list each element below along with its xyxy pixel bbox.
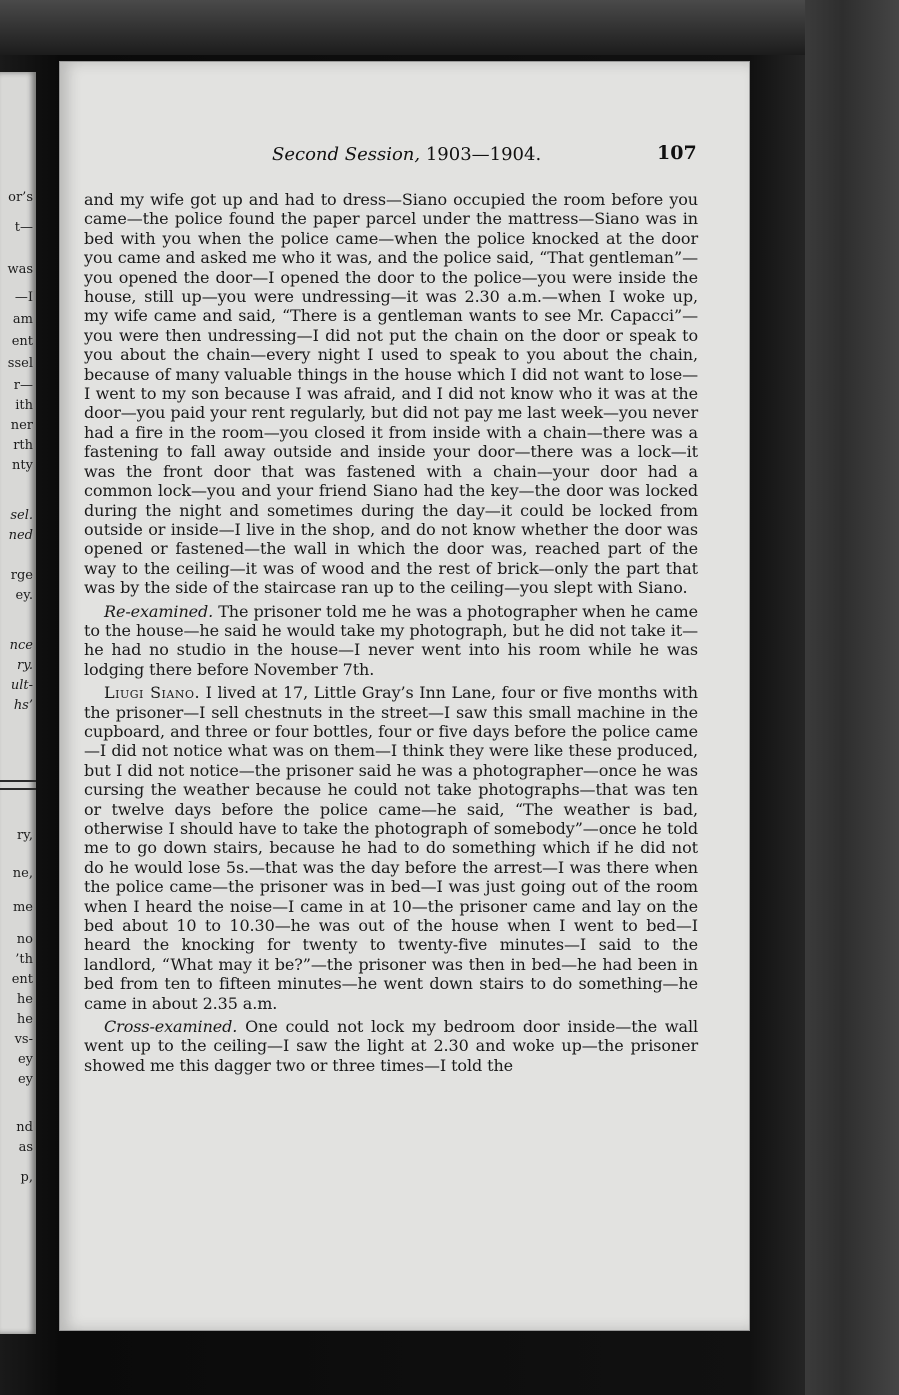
adjacent-page-fragment: ’th <box>15 952 33 967</box>
adjacent-page-edge <box>0 72 36 1334</box>
adjacent-page-fragment: or’s <box>8 190 33 205</box>
adjacent-page-fragment: ne, <box>12 866 33 881</box>
adjacent-page-fragment: vs- <box>14 1032 33 1047</box>
adjacent-page-fragment: nce <box>9 638 33 653</box>
witness-name: Liugi Siano. <box>104 683 201 703</box>
right-margin-strip <box>805 0 899 1395</box>
adjacent-page-fragment: ry, <box>17 828 33 843</box>
adjacent-page-fragment: was <box>7 262 33 277</box>
adjacent-page-fragment: r— <box>13 378 33 393</box>
adjacent-page-fragment: nd <box>16 1120 33 1135</box>
adjacent-page-fragment: am <box>12 312 33 327</box>
adjacent-page-fragment: t— <box>14 220 33 235</box>
paragraph-witness-siano <box>84 683 698 1013</box>
adjacent-page-rule <box>0 780 36 782</box>
adjacent-page-fragment: ey <box>17 1072 33 1087</box>
session-years: 1903—1904. <box>425 144 542 165</box>
adjacent-page-fragment: ned <box>8 528 33 543</box>
running-head <box>272 144 541 165</box>
session-title: Second Session, <box>272 144 421 165</box>
paragraph-text: One could not lock my bedroom door inside—the wall went up to the ceiling—I saw the light at 2.30 and woke up—the prisoner showed me this dagger two or three times—I told the <box>84 1017 698 1075</box>
adjacent-page-fragment: ry. <box>17 658 33 673</box>
adjacent-page-fragment: ner <box>10 418 33 433</box>
adjacent-page-fragment: he <box>16 992 33 1007</box>
adjacent-page-rule <box>0 788 36 790</box>
paragraph-continuation <box>84 190 698 598</box>
top-shadow-band <box>0 0 899 55</box>
adjacent-page-fragment: ith <box>15 398 33 413</box>
adjacent-page-fragment: p, <box>20 1170 33 1185</box>
adjacent-page-fragment: rge <box>10 568 33 583</box>
adjacent-page-fragment: no <box>16 932 33 947</box>
running-header <box>60 144 749 174</box>
adjacent-page-fragment: ent <box>11 972 33 987</box>
adjacent-page-fragment: nty <box>12 458 33 473</box>
paragraph-text: and my wife got up and had to dress—Siano occupied the room before you came—the police found the paper parcel under the mattress—Siano was in bed with you when the police came—when the police knocked at the door you came and asked me who it was, and the police said, “That gentleman”—you opened the door—I opened the door to the police—you were inside the house, still up—you were undressing—it was 2.30 a.m.—when I woke up, my wife came and said, “There is a gentleman wants to see Mr. Capacci”—you were then undressing—I did not put the chain on the door or speak to you about the chain—every night I used to speak to you about the chain, because of many valuable things in the house which I did not want to lose—I went to my son because I was afraid, and I did not know who it was at the door—you paid your rent regularly, but did not pay me last week—you never had a fire in the room—you closed it from inside with a chain—there was a fastening to fall away outside and inside your door—there was a lock—it was the front door that was fastened with a chain—your door had a common lock—you and your friend Siano had the key—the door was locked during the night and sometimes during the day—it could be locked from outside or inside—I live in the shop, and do not know whether the door was opened or fastened—the wall in which the door was, reached part of the way to the ceiling—it was of wood and the rest of brick—only the part that was by the side of the staircase ran up to the ceiling—you slept with Siano. <box>84 190 698 598</box>
paragraph-cross-examined <box>84 1017 698 1075</box>
paragraph-re-examined <box>84 602 698 680</box>
adjacent-page-fragment: he <box>16 1012 33 1027</box>
adjacent-page-fragment: ey <box>17 1052 33 1067</box>
body-text <box>84 190 698 1079</box>
adjacent-page-fragment: —I <box>14 290 33 305</box>
adjacent-page-fragment: as <box>18 1140 33 1155</box>
adjacent-page-fragment: rth <box>13 438 33 453</box>
book-page <box>60 62 749 1330</box>
adjacent-page-fragment: ey. <box>15 588 33 603</box>
adjacent-page-fragment: hs’ <box>13 698 33 713</box>
adjacent-page-fragment: ult- <box>10 678 33 693</box>
adjacent-page-fragment: ent <box>11 334 33 349</box>
paragraph-lead: Cross-examined. <box>104 1017 238 1037</box>
adjacent-page-fragment: me <box>12 900 33 915</box>
page-number: 107 <box>657 142 697 164</box>
adjacent-page-fragment: sel. <box>10 508 33 523</box>
paragraph-text: The prisoner told me he was a photographer when he came to the house—he said he would take my photograph, but he did not take it—he had no studio in the house—I never went into his room while he was lodging there before November 7th. <box>84 601 698 679</box>
paragraph-text: I lived at 17, Little Gray’s Inn Lane, four or five months with the prisoner—I sell chestnuts in the street—I saw this small machine in the cupboard, and three or four bottles, four or five days before the police came—I did not notice what was on them—I think they were like these produced, but I did not notice—the prisoner said he was a photographer—once he was cursing the weather because he could not take photographs—that was ten or twelve days before the police came—he said, “The weather is bad, otherwise I should have to take the photograph of somebody”—once he told me to go down stairs, because he had to do something which if he did not do he would lose 5s.—that was the day before the arrest—I was there when the police came—the prisoner was in bed—I was just going out of the room when I heard the noise—I came in at 10—the prisoner came and lay on the bed about 10 to 10.30—he was out of the house when I went to bed—I heard the knocking for twenty to twenty-five minutes—I said to the landlord, “What may it be?”—the prisoner was then in bed—he had been in bed from ten to fifteen minutes—he went down stairs to do something—he came in about 2.35 a.m. <box>84 683 698 1013</box>
adjacent-page-fragment: ssel <box>7 356 33 371</box>
paragraph-lead: Re-examined. <box>104 601 214 621</box>
